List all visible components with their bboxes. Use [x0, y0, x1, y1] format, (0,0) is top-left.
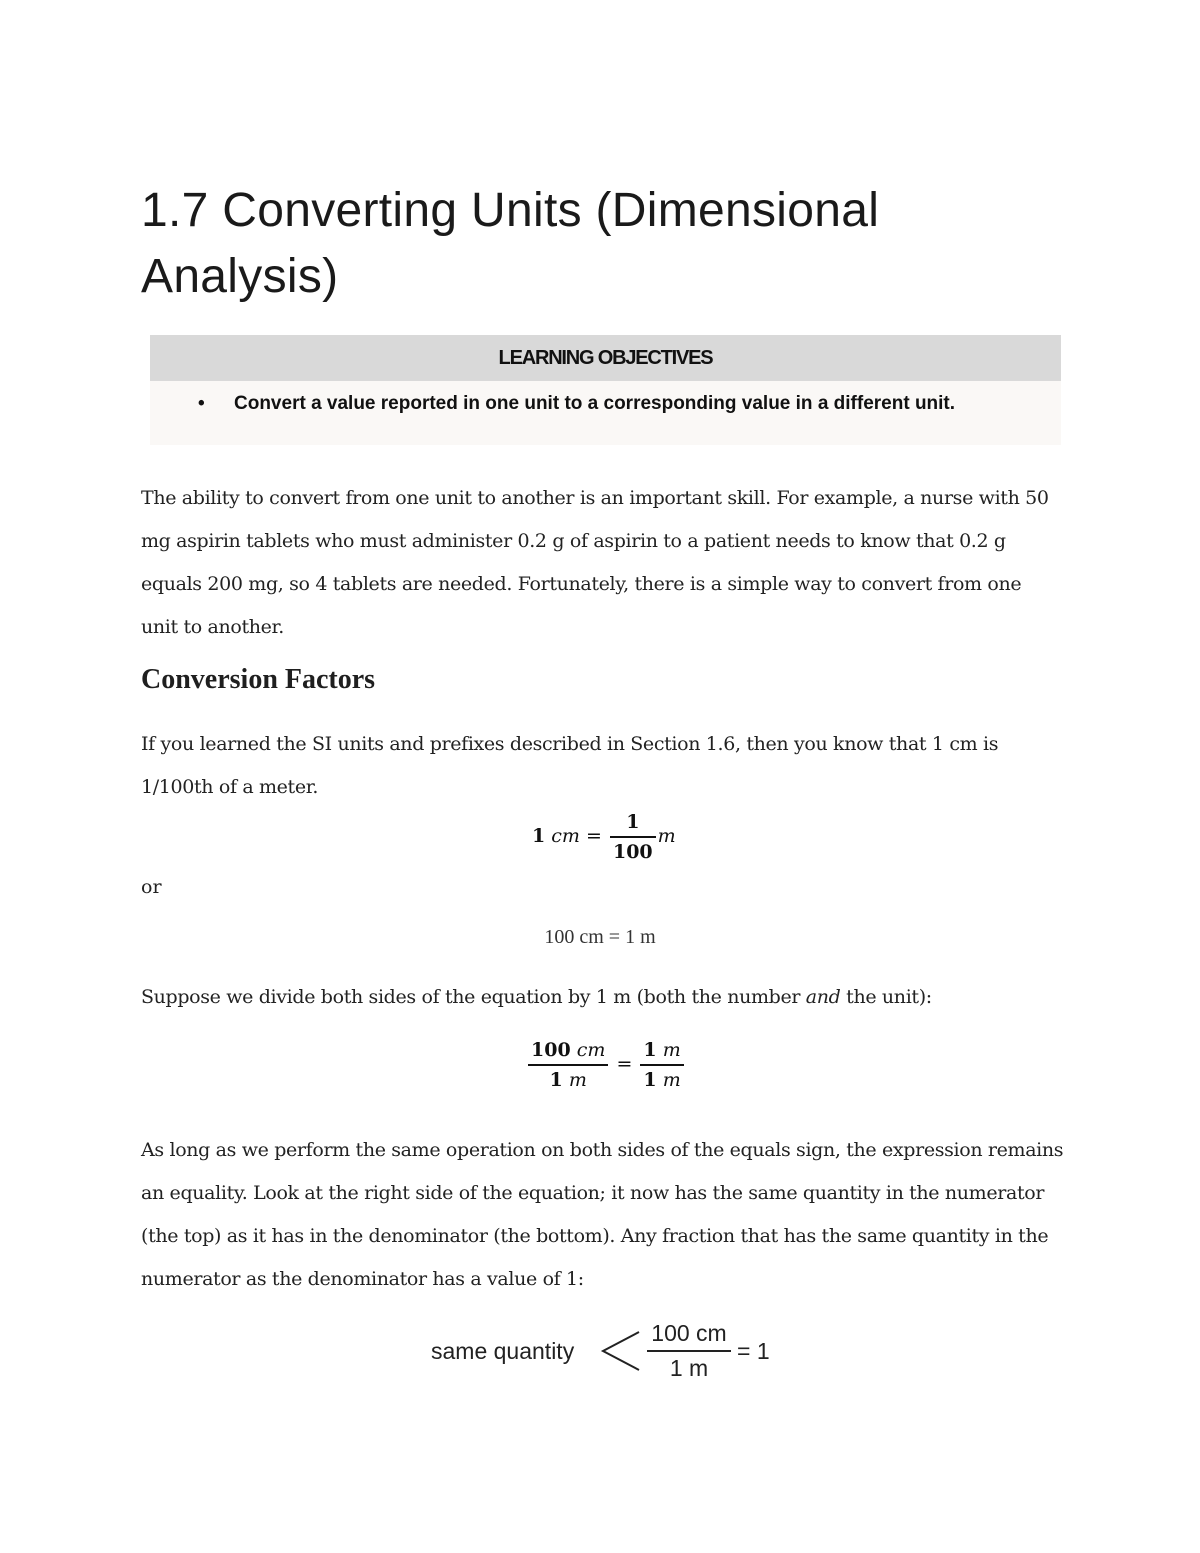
- equation-1: [532, 808, 676, 866]
- equality-paragraph: As long as we perform the same operation on both sides of the equals sign, the expression remains an equality. Look at the right side of the equation; it now has the same quantity in the numerator (the top) as it has in the denominator (the bottom). Any fraction that has the same quantity in the numerator as the denominator has a value of 1:: [141, 1139, 1064, 1290]
- eq3-left-num-value: 100: [531, 1039, 571, 1061]
- eq1-lhs-unit: cm: [551, 825, 580, 847]
- eq3-left-den-value: 1: [549, 1069, 563, 1091]
- divide-text-after: the unit):: [840, 986, 932, 1008]
- objective-item: [198, 393, 955, 415]
- figure-numerator: 100 cm: [651, 1320, 727, 1346]
- eq1-denominator: 100: [612, 841, 653, 863]
- divide-text-before: Suppose we divide both sides of the equation by 1 m (both the number: [141, 986, 806, 1008]
- divide-emphasis: and: [805, 986, 841, 1008]
- figure-label: same quantity: [431, 1338, 575, 1364]
- eq3-left-fraction: [528, 1036, 608, 1094]
- bracket-arrow-icon: [603, 1332, 639, 1370]
- eq1-numerator: 1: [626, 811, 640, 833]
- figure-denominator: 1 m: [669, 1355, 709, 1381]
- intro-paragraph: The ability to convert from one unit to another is an important skill. For example, a nurse with 50 mg aspirin tablets who must administer 0.2 g of aspirin to a patient needs to know that 0.2 g equals 200 mg, so 4 tablets are needed. Fortunately, there is a simple way to convert from one unit to another.: [141, 487, 1049, 638]
- objective-text: Convert a value reported in one unit to a corresponding value in a different unit.: [234, 393, 956, 414]
- bullet-icon: •: [198, 393, 205, 414]
- equation-3: [526, 1036, 686, 1094]
- eq1-equals: =: [586, 825, 602, 847]
- eq1-fraction: [610, 808, 656, 866]
- section-heading: Conversion Factors: [141, 664, 376, 695]
- eq3-right-num-value: 1: [643, 1039, 657, 1061]
- divide-paragraph: [141, 976, 1081, 1019]
- learning-objectives-heading: LEARNING OBJECTIVES: [150, 335, 1061, 381]
- eq3-right-den-value: 1: [643, 1069, 657, 1091]
- eq3-right-num-unit: m: [662, 1039, 681, 1061]
- eq1-rhs-unit: m: [657, 825, 676, 847]
- si-paragraph: If you learned the SI units and prefixes described in Section 1.6, then you know that 1 cm is 1/100th of a meter.: [141, 733, 999, 798]
- page-title: 1.7 Converting Units (Dimensional Analysis): [141, 184, 880, 303]
- learning-objectives-box: [150, 335, 1061, 445]
- figure-result: = 1: [737, 1338, 770, 1364]
- same-quantity-figure: [425, 1314, 785, 1394]
- or-text: or: [141, 876, 162, 898]
- eq3-left-den-unit: m: [568, 1069, 587, 1091]
- equation-2: 100 cm = 1 m: [544, 926, 656, 948]
- eq3-right-den-unit: m: [662, 1069, 681, 1091]
- eq3-left-num-unit: cm: [576, 1039, 606, 1061]
- eq1-lhs-number: 1: [532, 825, 546, 847]
- eq3-equals: =: [616, 1053, 633, 1075]
- eq3-right-fraction: [640, 1036, 683, 1094]
